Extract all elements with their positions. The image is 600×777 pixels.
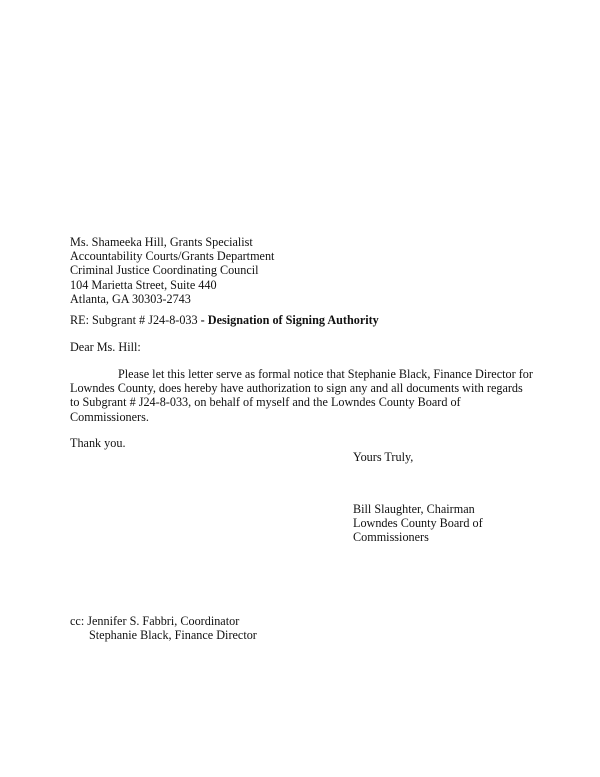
body-line: Lowndes County, does hereby have authorization to sign any and all documents with regards: [70, 381, 523, 396]
recipient-department: Accountability Courts/Grants Department: [70, 249, 275, 264]
recipient-address: [70, 235, 274, 306]
subject-title: - Designation of Signing Authority: [200, 313, 379, 327]
body-line: to Subgrant # J24-8-033, on behalf of myself and the Lowndes County Board of: [70, 395, 461, 410]
body-paragraph: [70, 367, 550, 424]
subject-line: [70, 313, 379, 327]
cc-recipient: Stephanie Black, Finance Director: [89, 628, 257, 643]
signer-organization: Lowndes County Board of: [353, 516, 483, 531]
recipient-city: Atlanta, GA 30303-2743: [70, 291, 191, 306]
recipient-street: 104 Marietta Street, Suite 440: [70, 277, 217, 292]
recipient-organization: Criminal Justice Coordinating Council: [70, 263, 259, 278]
cc-block: [70, 614, 257, 642]
signature-block: [353, 502, 483, 545]
cc-label: cc:: [70, 614, 88, 628]
closing: Yours Truly,: [353, 450, 414, 464]
cc-recipient: Jennifer S. Fabbri, Coordinator: [87, 614, 240, 628]
body-line: Commissioners.: [70, 409, 149, 424]
salutation: Dear Ms. Hill:: [70, 340, 141, 354]
signer-name: Bill Slaughter, Chairman: [353, 502, 475, 516]
subject-prefix: RE: Subgrant # J24-8-033: [70, 313, 201, 327]
thank-you: Thank you.: [70, 436, 126, 450]
body-line: Please let this letter serve as formal notice that Stephanie Black, Finance Director for: [118, 367, 533, 381]
recipient-name: Ms. Shameeka Hill, Grants Specialist: [70, 235, 253, 249]
signer-organization-cont: Commissioners: [353, 530, 429, 545]
